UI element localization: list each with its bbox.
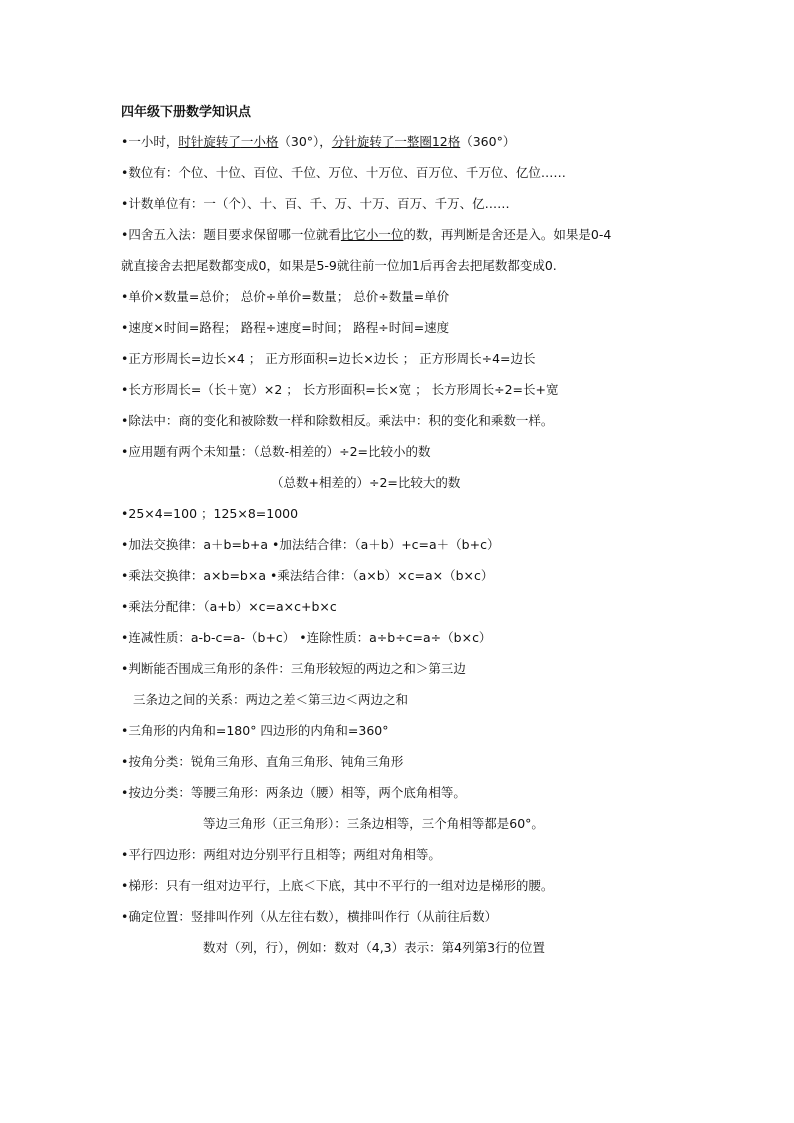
knowledge-point-line — [121, 250, 681, 281]
line-text: 数对（列，行），例如：数对（4,3）表示：第4列第3行的位置 — [203, 940, 546, 955]
knowledge-point-line — [121, 405, 681, 436]
knowledge-point-list — [121, 126, 681, 963]
line-text: •加法交换律：a＋b=b+a •加法结合律：（a＋b）+c=a＋（b+c） — [121, 537, 500, 552]
line-text: •数位有：个位、十位、百位、千位、万位、十万位、百万位、千万位、亿位…… — [121, 165, 566, 180]
knowledge-point-line — [121, 188, 681, 219]
knowledge-point-line — [121, 591, 681, 622]
underlined-text: 一整圈12格 — [394, 134, 461, 149]
document-content — [121, 100, 681, 963]
knowledge-point-line — [121, 436, 681, 467]
knowledge-point-line — [121, 901, 681, 932]
knowledge-point-line — [121, 808, 681, 839]
line-text: •计数单位有：一（个）、十、百、千、万、十万、百万、千万、亿…… — [121, 196, 510, 211]
line-text: •正方形周长=边长×4 ； 正方形面积=边长×边长 ； 正方形周长÷4=边长 — [121, 351, 536, 366]
line-text: 等边三角形（正三角形）：三条边相等，三个角相等都是60°。 — [203, 816, 544, 831]
line-text: •梯形：只有一组对边平行，上底＜下底，其中不平行的一组对边是梯形的腰。 — [121, 878, 554, 893]
line-text: •长方形周长=（长＋宽）×2 ； 长方形面积=长×宽 ； 长方形周长÷2=长+宽 — [121, 382, 559, 397]
knowledge-point-line — [121, 715, 681, 746]
underlined-text: 时针旋转了 — [178, 134, 241, 149]
line-text: •判断能否围成三角形的条件：三角形较短的两边之和＞第三边 — [121, 661, 466, 676]
knowledge-point-line — [121, 281, 681, 312]
document-title: 四年级下册数学知识点 — [121, 105, 252, 120]
line-text: （总数+相差的）÷2=比较大的数 — [271, 475, 461, 490]
knowledge-point-line — [121, 343, 681, 374]
line-text: •三角形的内角和=180° 四边形的内角和=360° — [121, 723, 389, 738]
line-text: •按角分类：锐角三角形、直角三角形、钝角三角形 — [121, 754, 404, 769]
line-text: （30°）， — [278, 134, 332, 149]
line-text: •除法中：商的变化和被除数一样和除数相反。乘法中：积的变化和乘数一样。 — [121, 413, 554, 428]
knowledge-point-line — [121, 684, 681, 715]
knowledge-point-line — [121, 839, 681, 870]
line-text: •乘法分配律：（a+b）×c=a×c+b×c — [121, 599, 337, 614]
line-text: •一小时， — [121, 134, 179, 149]
line-text: •确定位置：竖排叫作列（从左往右数），横排叫作行（从前往后数） — [121, 909, 498, 924]
line-text: •乘法交换律：a×b=b×a •乘法结合律：（a×b）×c=a×（b×c） — [121, 568, 494, 583]
line-text: •平行四边形：两组对边分别平行且相等；两组对角相等。 — [121, 847, 441, 862]
knowledge-point-line — [121, 529, 681, 560]
knowledge-point-line — [121, 157, 681, 188]
knowledge-point-line — [121, 374, 681, 405]
knowledge-point-line — [121, 498, 681, 529]
knowledge-point-line — [121, 653, 681, 684]
line-text: 的数，再判断是舍还是入。如果是0-4 — [403, 227, 612, 242]
line-text: •四舍五入法：题目要求保留哪一位就看 — [121, 227, 341, 242]
underlined-text: 一小格 — [240, 134, 279, 149]
knowledge-point-line — [121, 219, 681, 250]
line-text: •应用题有两个未知量：（总数-相差的）÷2=比较小的数 — [121, 444, 431, 459]
knowledge-point-line — [121, 932, 681, 963]
knowledge-point-line — [121, 777, 681, 808]
knowledge-point-line — [121, 746, 681, 777]
line-text: •连减性质：a-b-c=a-（b+c） •连除性质：a÷b÷c=a÷（b×c） — [121, 630, 492, 645]
knowledge-point-line — [121, 870, 681, 901]
line-text: •单价×数量=总价； 总价÷单价=数量； 总价÷数量=单价 — [121, 289, 450, 304]
knowledge-point-line — [121, 312, 681, 343]
knowledge-point-line — [121, 560, 681, 591]
line-text: •按边分类：等腰三角形：两条边（腰）相等，两个底角相等。 — [121, 785, 466, 800]
line-text: 就直接舍去把尾数都变成0，如果是5-9就往前一位加1后再舍去把尾数都变成0. — [121, 258, 557, 273]
line-text: 三条边之间的关系：两边之差＜第三边＜两边之和 — [133, 692, 409, 707]
knowledge-point-line — [121, 622, 681, 653]
knowledge-point-line — [121, 467, 681, 498]
underlined-text: 比它小一位 — [340, 227, 404, 242]
underlined-text: 分针旋转了 — [331, 134, 395, 149]
line-text: •25×4=100 ；125×8=1000 — [121, 506, 299, 521]
line-text: •速度×时间=路程； 路程÷速度=时间； 路程÷时间=速度 — [121, 320, 450, 335]
line-text: （360°） — [460, 134, 516, 149]
knowledge-point-line — [121, 126, 681, 157]
